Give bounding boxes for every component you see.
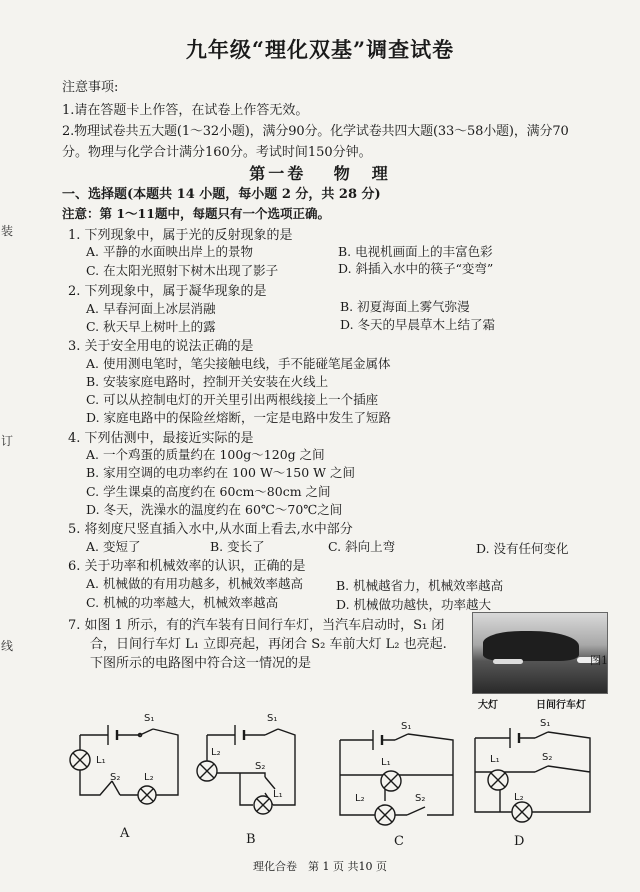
label-s1: S₁ xyxy=(144,713,155,724)
option-d: D. 没有任何变化 xyxy=(476,541,569,556)
question-7-line-3: 下图所示的电路图中符合这一情况的是 xyxy=(90,656,312,671)
label-s2: S₂ xyxy=(110,772,121,783)
label-l2: L₂ xyxy=(144,772,154,783)
option-label-c: C xyxy=(394,834,404,849)
option-a: A. 平静的水面映出岸上的景物 xyxy=(86,244,253,259)
photo-caption-headlamp: 大灯 xyxy=(478,700,498,711)
notice-heading: 注意事项: xyxy=(62,80,119,95)
wires xyxy=(80,729,178,795)
question-stem: 2. 下列现象中，属于凝华现象的是 xyxy=(68,284,267,299)
option-a: A. 一个鸡蛋的质量约在 100g～120g 之间 xyxy=(86,447,325,462)
switch-s2-blade xyxy=(535,766,548,772)
notice-line-1: 1.请在答题卡上作答，在试卷上作答无效。 xyxy=(62,103,309,118)
label-s2: S₂ xyxy=(542,752,553,763)
label-l1: L₁ xyxy=(273,789,283,800)
part1-note: 注意：第 1～11题中，每题只有一个选项正确。 xyxy=(62,206,330,221)
page-footer: 理化合卷 第 1 页 共10 页 xyxy=(253,860,387,873)
option-b: B. 初夏海面上雾气弥漫 xyxy=(340,299,470,314)
label-l1: L₁ xyxy=(490,754,500,765)
question-7-line-2: 合，日间行车灯 L₁ 立即亮起，再闭合 S₂ 车前大灯 L₂ 也亮起. xyxy=(90,637,447,652)
label-l2: L₂ xyxy=(211,747,221,758)
option-c: C. 可以从控制电灯的开关里引出两根线接上一个插座 xyxy=(86,392,379,407)
option-a: A. 变短了 xyxy=(86,539,141,554)
label-l1: L₁ xyxy=(381,757,391,768)
label-s1: S₁ xyxy=(401,721,412,732)
option-b: B. 机械越省力，机械效率越高 xyxy=(336,578,504,593)
margin-mark: 线 xyxy=(1,639,14,653)
section-title: 第一卷 物 理 xyxy=(249,164,391,183)
car-headlight-photo xyxy=(472,612,608,694)
label-s2: S₂ xyxy=(255,761,266,772)
question-stem: 1. 下列现象中，属于光的反射现象的是 xyxy=(68,228,293,243)
car-shape xyxy=(483,631,579,661)
option-b: B. 家用空调的电功率约在 100 W～150 W 之间 xyxy=(86,465,355,480)
margin-mark: 装 xyxy=(1,224,14,238)
switch-s1-blade xyxy=(395,734,408,740)
option-d: D. 家庭电路中的保险丝熔断，一定是电路中发生了短路 xyxy=(86,410,392,425)
circuit-diagram-c xyxy=(335,715,465,825)
label-s1: S₁ xyxy=(267,713,278,724)
option-c: C. 秋天早上树叶上的露 xyxy=(86,319,216,334)
circuit-diagram-b xyxy=(195,705,315,815)
question-stem: 5. 将刻度尺竖直插入水中,从水面上看去,水中部分 xyxy=(68,522,353,537)
option-a: A. 早春河面上冰层消融 xyxy=(86,301,216,316)
option-b: B. 安装家庭电路时，控制开关安装在火线上 xyxy=(86,374,329,389)
label-l2: L₂ xyxy=(355,793,365,804)
option-a: A. 机械做的有用功越多，机械效率越高 xyxy=(86,576,303,591)
label-s1: S₁ xyxy=(540,718,551,729)
option-d: D. 斜插入水中的筷子“变弯” xyxy=(338,261,494,276)
figure-label: 图1 xyxy=(590,654,608,667)
notice-line-2b: 分。物理与化学合计满分160分。考试时间150分钟。 xyxy=(62,145,372,160)
question-stem: 4. 下列估测中，最接近实际的是 xyxy=(68,431,254,446)
option-d: D. 机械做功越快，功率越大 xyxy=(336,597,492,612)
option-label-a: A xyxy=(120,826,130,841)
page-title: 九年级“理化双基”调查试卷 xyxy=(185,37,455,62)
option-b: B. 变长了 xyxy=(210,539,265,554)
label-s2: S₂ xyxy=(415,793,426,804)
circuit-diagram-a xyxy=(60,705,190,815)
option-label-d: D xyxy=(514,834,525,849)
switch-s2-blade xyxy=(407,807,425,815)
notice-line-2a: 2.物理试卷共五大题(1～32小题)，满分90分。化学试卷共四大题(33～58小题)，满分70 xyxy=(62,124,569,139)
circuit-diagram-d xyxy=(470,710,610,820)
switch-s1-blade xyxy=(265,729,278,735)
switch-s2-blade xyxy=(265,777,275,789)
option-d: D. 冬天的早晨草木上结了霜 xyxy=(340,317,496,332)
option-b: B. 电视机画面上的丰富色彩 xyxy=(338,244,493,259)
option-label-b: B xyxy=(246,832,256,847)
question-7-line-1: 7. 如图 1 所示，有的汽车装有日间行车灯，当汽车启动时，S₁ 闭 xyxy=(68,618,445,633)
switch-s2-blade xyxy=(112,781,120,795)
option-c: C. 机械的功率越大，机械效率越高 xyxy=(86,595,279,610)
margin-mark: 订 xyxy=(1,434,14,448)
label-l1: L₁ xyxy=(96,755,106,766)
question-stem: 6. 关于功率和机械效率的认识，正确的是 xyxy=(68,559,306,574)
option-c: C. 在太阳光照射下树木出现了影子 xyxy=(86,263,279,278)
option-c: C. 学生课桌的高度约在 60cm～80cm 之间 xyxy=(86,484,331,499)
part1-heading: 一、选择题(本题共 14 小题，每小题 2 分，共 28 分) xyxy=(62,187,381,202)
option-c: C. 斜向上弯 xyxy=(328,539,396,554)
switch-s1-blade xyxy=(535,732,548,738)
option-a: A. 使用测电笔时，笔尖接触电线，手不能碰笔尾金属体 xyxy=(86,356,391,371)
option-d: D. 冬天，洗澡水的温度约在 60℃～70℃之间 xyxy=(86,502,343,517)
question-stem: 3. 关于安全用电的说法正确的是 xyxy=(68,339,254,354)
photo-caption-daytime-lamp: 日间行车灯 xyxy=(536,700,586,711)
headlamp-shape xyxy=(493,659,523,664)
label-l2: L₂ xyxy=(514,792,524,803)
